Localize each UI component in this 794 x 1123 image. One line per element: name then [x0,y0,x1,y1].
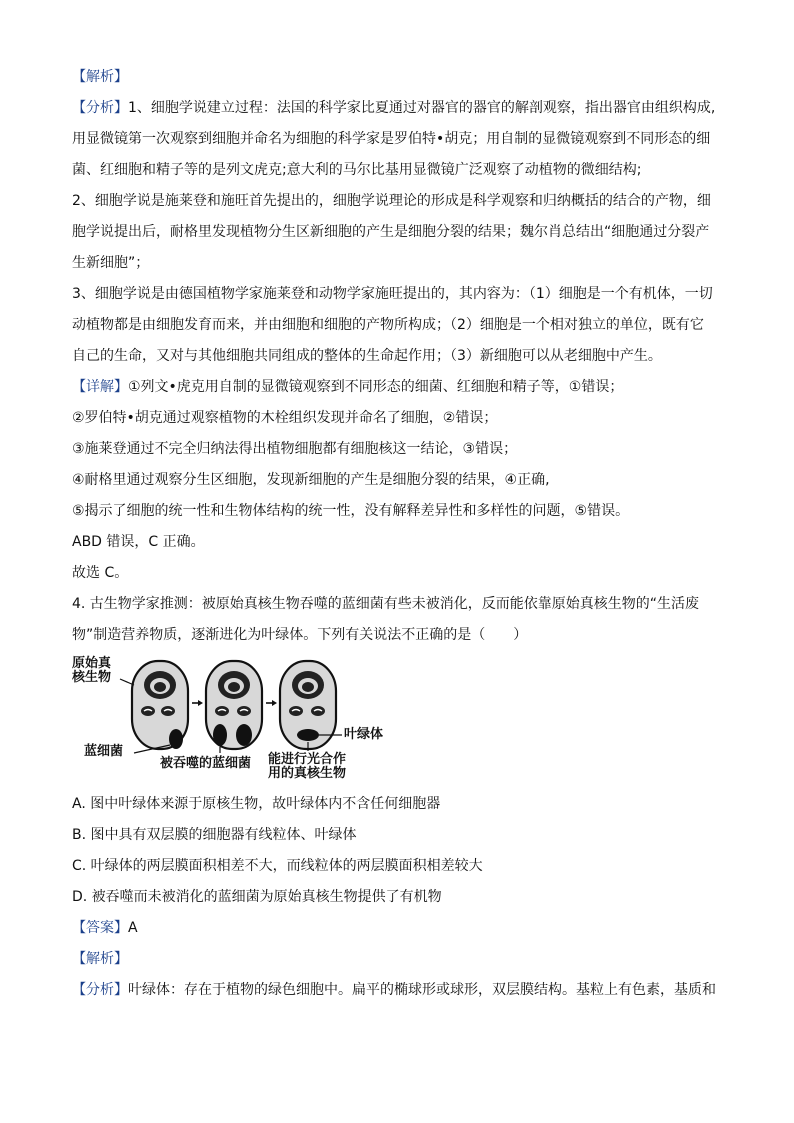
detail-conclusion: ABD 错误，C 正确。 [72,534,205,550]
chloroplast-shape [297,729,319,741]
label-primitive-eukaryote: 原始真 核生物 [72,656,112,685]
engulfed-cyanobacterium-shape [213,724,227,746]
detail-item-2: ②罗伯特•胡克通过观察植物的木栓组织发现并命名了细胞，②错误； [72,410,498,426]
question-4-stem-cont: 物”制造营养物质，逐渐进化为叶绿体。下列有关说法不正确的是（ ） [72,627,528,643]
analysis-para-1-cont: 菌、红细胞和精子等的是列文虎克;意大利的马尔比基用显微镜广泛观察了动植物的微细结构; [72,162,642,178]
primitive-eukaryote-cell [132,661,188,749]
detail-item-5: ⑤揭示了细胞的统一性和生物体结构的统一性，没有解释差异性和多样性的问题，⑤错误。 [72,503,630,519]
option-c: C. 叶绿体的两层膜面积相差不大，而线粒体的两层膜面积相差较大 [72,858,483,874]
option-d: D. 被吞噬而未被消化的蓝细菌为原始真核生物提供了有机物 [72,889,442,905]
document-page [72,62,722,1006]
detail-answer: 故选 C。 [72,565,129,581]
option-b: B. 图中具有双层膜的细胞器有线粒体、叶绿体 [72,827,357,843]
analysis-para-1-cont: 用显微镜第一次观察到细胞并命名为细胞的科学家是罗伯特•胡克；用自制的显微镜观察到不同形态的细 [72,131,711,147]
question-4-stem: 4. 古生物学家推测：被原始真核生物吞噬的蓝细菌有些未被消化，反而能依靠原始真核生物的“生活废 [72,596,700,612]
cyanobacterium-shape [169,729,183,749]
analysis-heading: 【解析】 [72,69,128,85]
photosynthetic-eukaryote-cell [280,661,342,749]
engulfing-cell [206,661,262,749]
label-cyanobacteria: 蓝细菌 [84,744,124,759]
label-photosynthetic-eukaryote: 能进行光合作 用的真核生物 [268,752,347,781]
analysis-para-2-cont: 生新细胞”； [72,255,150,271]
analysis-para-3-cont: 动植物都是由细胞发育而来，并由细胞和细胞的产物所构成；（2）细胞是一个相对独立的单位，既有它 [72,317,704,333]
analysis-para-2-cont: 胞学说提出后，耐格里发现植物分生区新细胞的产生是细胞分裂的结果；魏尔肖总结出“细胞通过分裂产 [72,224,710,240]
detail-item-3: ③施莱登通过不完全归纳法得出植物细胞都有细胞核这一结论，③错误； [72,441,518,457]
analysis-para-2: 2、细胞学说是施莱登和施旺首先提出的，细胞学说理论的形成是科学观察和归纳概括的结合的产物，细 [72,193,711,209]
label-chloroplast: 叶绿体 [344,727,384,742]
analysis-para-1: 【分析】1、细胞学说建立过程：法国的科学家比夏通过对器官的器官的解剖观察，指出器官由组织构成, [72,100,716,116]
option-a: A. 图中叶绿体来源于原核生物，故叶绿体内不含任何细胞器 [72,796,441,812]
answer-line: 【答案】A [72,920,138,936]
analysis-heading-2: 【解析】 [72,951,128,967]
analysis-chloroplast: 【分析】叶绿体：存在于植物的绿色细胞中。扁平的椭球形或球形，双层膜结构。基粒上有色素，基质和 [72,982,716,998]
detail-item-4: ④耐格里通过观察分生区细胞，发现新细胞的产生是细胞分裂的结果，④正确, [72,472,550,488]
endosymbiosis-figure [72,655,722,783]
label-engulfed-cyanobacteria: 被吞噬的蓝细菌 [160,756,252,771]
analysis-para-3: 3、细胞学说是由德国植物学家施莱登和动物学家施旺提出的，其内容为：（1）细胞是一个有机体，一切 [72,286,713,302]
detail-para: 【详解】①列文•虎克用自制的显微镜观察到不同形态的细菌、红细胞和精子等，①错误； [72,379,624,395]
analysis-para-3-cont: 自己的生命，又对与其他细胞共同组成的整体的生命起作用；（3）新细胞可以从老细胞中产生。 [72,348,662,364]
